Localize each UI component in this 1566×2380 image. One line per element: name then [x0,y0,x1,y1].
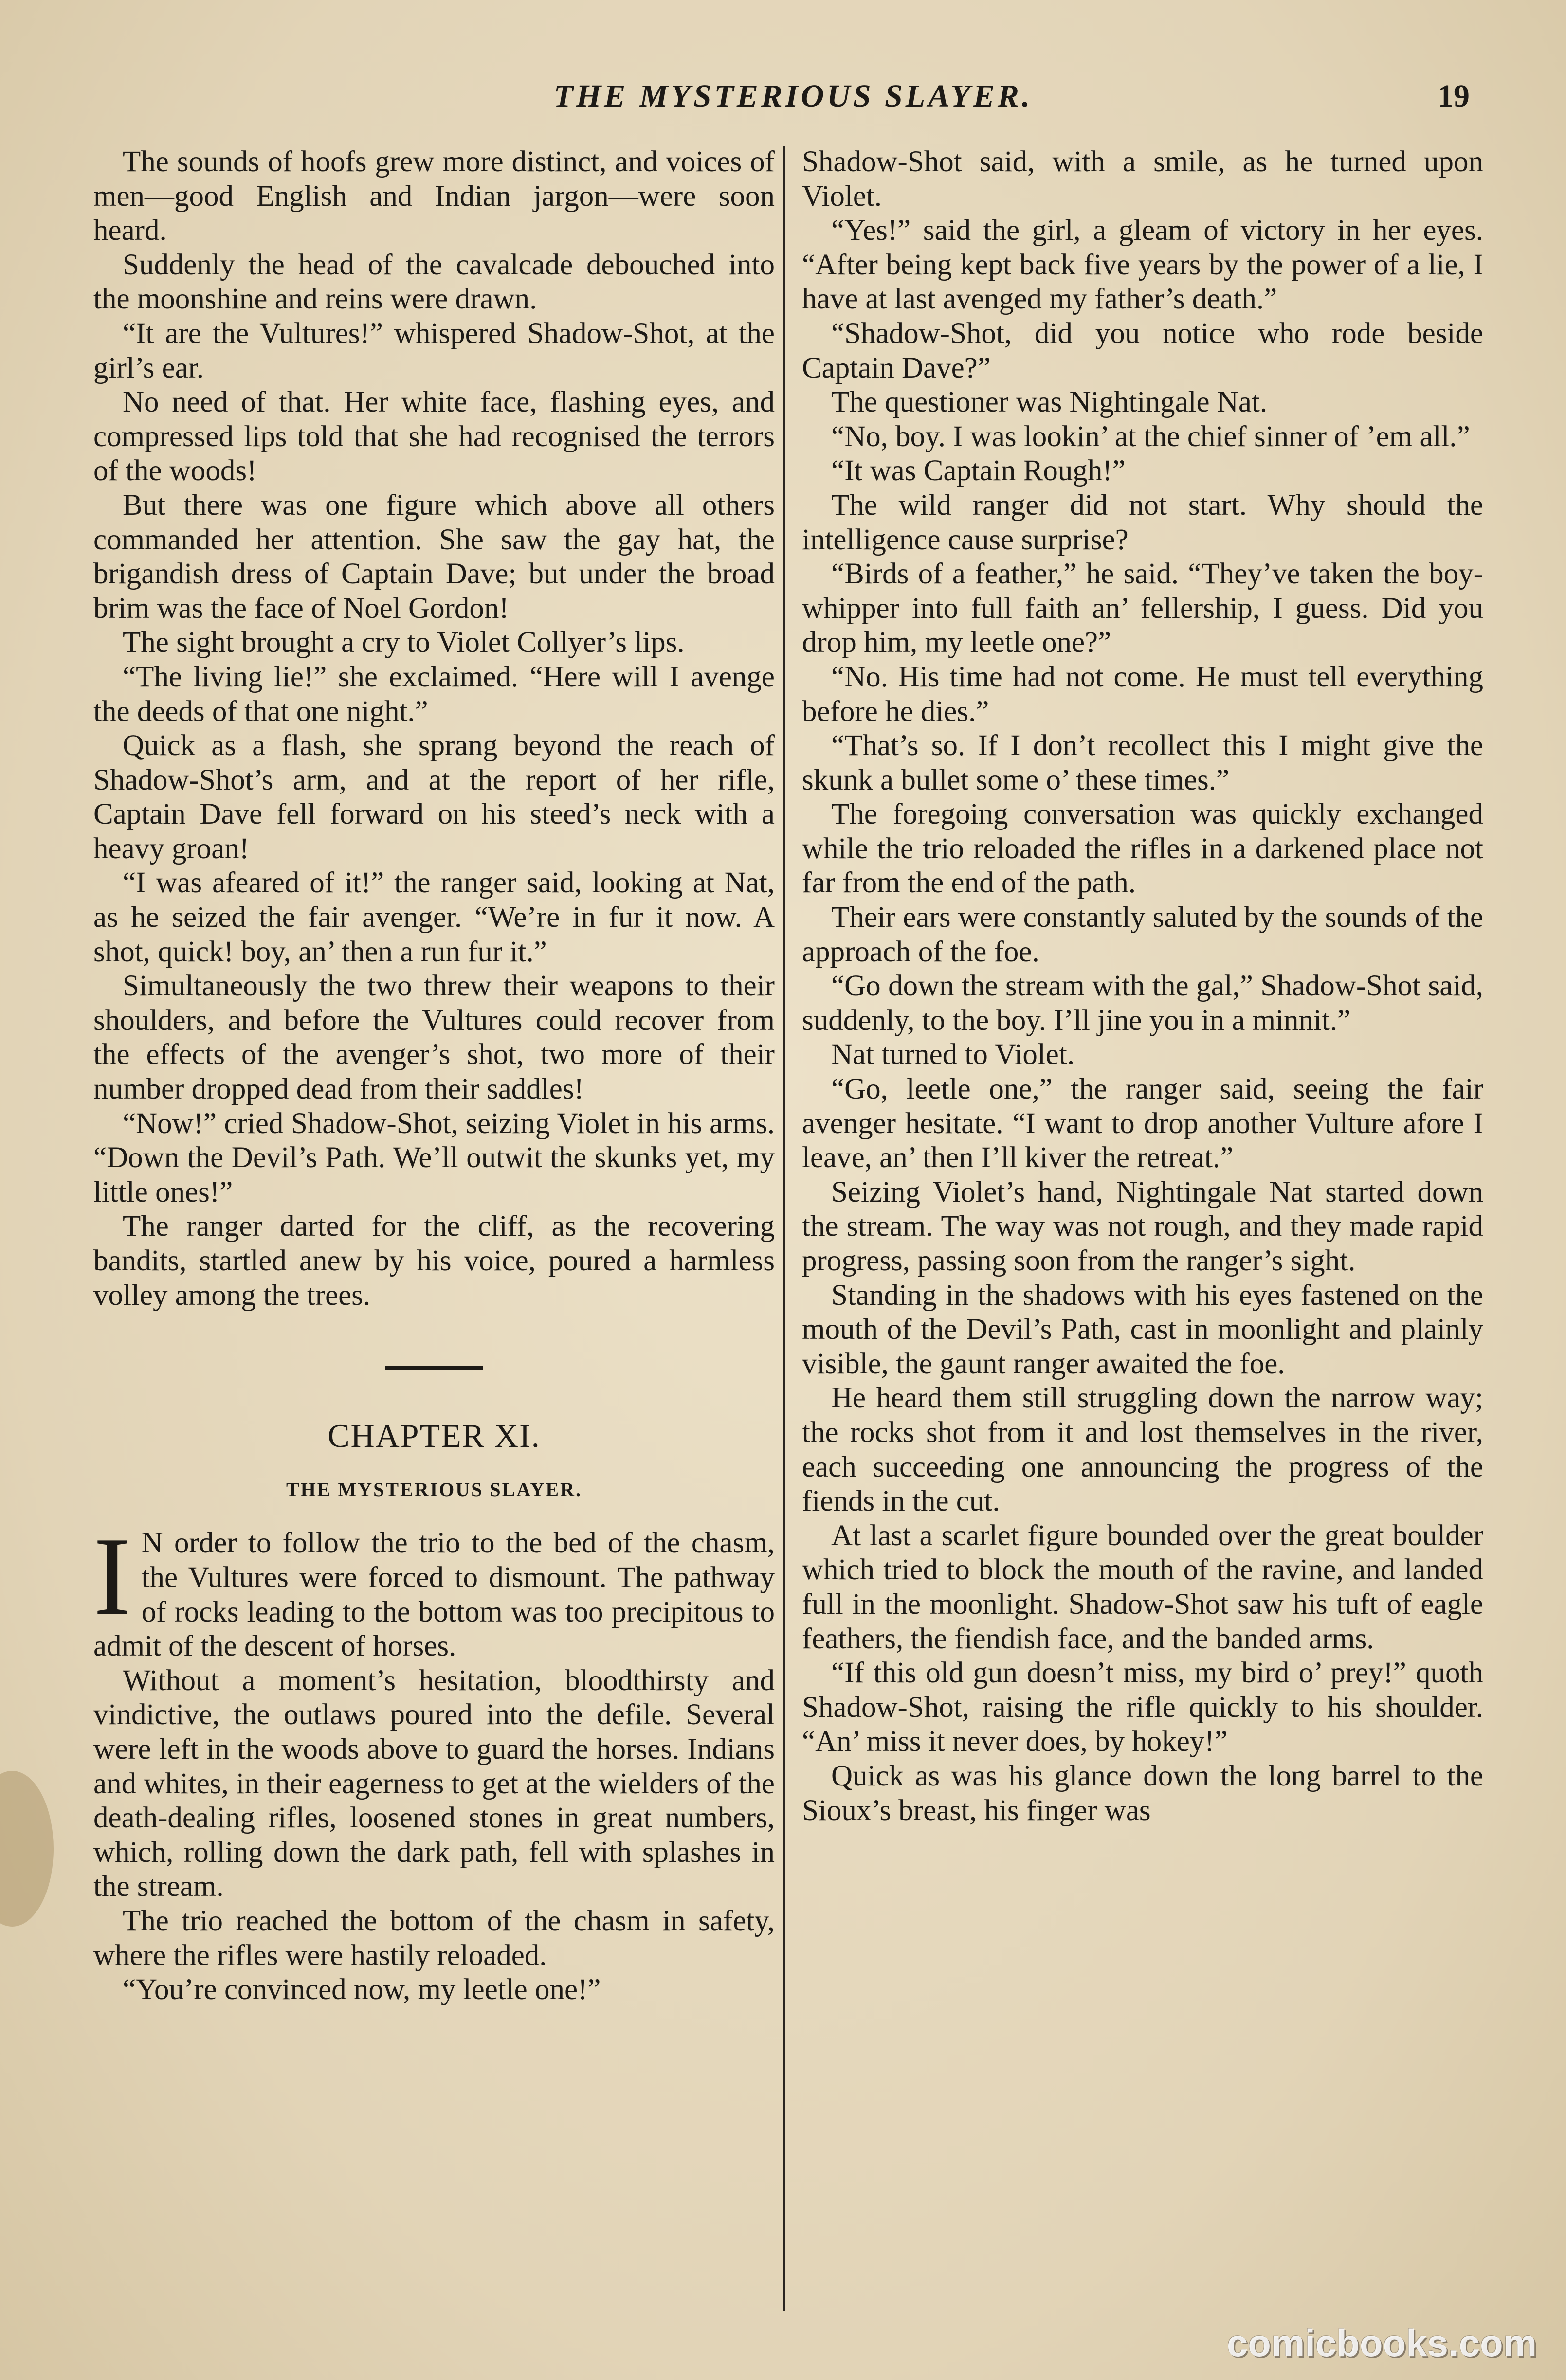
paragraph: No need of that. Her white face, flashing eyes, and compressed lips told that she had recognised the terrors of the woods! [93,386,775,487]
paragraph: “If this old gun doesn’t miss, my bird o’ prey!” quoth Shadow-Shot, raising the rifle quickly to his shoulder. “An’ miss it never does, by hokey!” [802,1657,1483,1758]
paragraph: “Shadow-Shot, did you notice who rode beside Captain Dave?” [802,317,1483,384]
paragraph: “You’re convinced now, my leetle one!” [123,1973,601,2006]
running-title: THE MYSTERIOUS SLAYER. [553,78,1033,114]
paragraph: “Birds of a feather,” he said. “They’ve taken the boy-whipper into full faith an’ fellership, I guess. Did you drop him, my leetle one?” [802,558,1483,659]
paragraph: The ranger darted for the cliff, as the recovering bandits, startled anew by his voice, poured a harmless volley among the trees. [93,1210,775,1312]
site-watermark: comicbooks.com [1226,2322,1537,2364]
paragraph: “I was afeared of it!” the ranger said, looking at Nat, as he seized the fair avenger. “We’re in fur it now. A shot, quick! boy, an’ then a run fur it.” [93,866,775,968]
section-separator [385,1366,483,1370]
paragraph: “Go down the stream with the gal,” Shadow-Shot said, suddenly, to the boy. I’ll jine you in a minnit.” [802,970,1483,1037]
paragraph: “That’s so. If I don’t recollect this I might give the skunk a bullet some o’ these times.” [802,729,1483,796]
left-paragraphs-after [93,1664,775,2007]
opening-text: N order to follow the trio to the bed of the chasm, the Vultures were forced to dismount. The pathway of rocks leading to the bottom was too precipitous to admit of the descent of horses. [93,1527,775,1663]
left-column [93,145,775,2007]
paragraph: “Go, leetle one,” the ranger said, seeing the fair avenger hesitate. “I want to drop another Vulture afore I leave, an’ then I’ll kiver the retreat.” [802,1073,1483,1174]
paragraph: Quick as a flash, she sprang beyond the reach of Shadow-Shot’s arm, and at the report of her rifle, Captain Dave fell forward on his steed’s neck with a heavy groan! [93,729,775,865]
page-number: 19 [1438,78,1470,114]
paragraph: Nat turned to Violet. [831,1038,1075,1071]
paragraph: “Yes!” said the girl, a gleam of victory in her eyes. “After being kept back five years by the power of a lie, I have at last avenged my father’s death.” [802,214,1483,316]
paragraph: The questioner was Nightingale Nat. [831,386,1268,419]
paragraph: The wild ranger did not start. Why should the intelligence cause surprise? [802,488,1483,556]
left-paragraphs-before [93,145,775,1313]
paragraph: “It was Captain Rough!” [831,454,1126,487]
paragraph: Quick as was his glance down the long barrel to the Sioux’s breast, his finger was [802,1759,1483,1827]
paragraph: The sounds of hoofs grew more distinct, and voices of men—good English and Indian jargon—were soon heard. [93,145,775,247]
paragraph: Seizing Violet’s hand, Nightingale Nat started down the stream. The way was not rough, and they made rapid progress, passing soon from the ranger’s sight. [802,1175,1483,1277]
paragraph: “The living lie!” she exclaimed. “Here will I avenge the deeds of that one night.” [93,660,775,728]
column-rule [783,146,785,2311]
paragraph: “No. His time had not come. He must tell everything before he dies.” [802,660,1483,728]
paragraph: Without a moment’s hesitation, bloodthirsty and vindictive, the outlaws poured into the defile. Several were left in the woods above to guard the horses. Indians and whites, in their eagerness to get at the wielders of the death-dealing rifles, loosened stones in great numbers, which, rolling down the dark path, fell with splashes in the stream. [93,1664,775,1903]
paragraph: At last a scarlet figure bounded over the great boulder which tried to block the mouth of the ravine, and landed full in the moonlight. Shadow-Shot saw his tuft of eagle feathers, the fiendish face, and the banded arms. [802,1519,1483,1655]
paragraph: But there was one figure which above all others commanded her attention. She saw the gay hat, the brigandish dress of Captain Dave; but under the broad brim was the face of Noel Gordon! [93,488,775,625]
paragraph: “It are the Vultures!” whispered Shadow-Shot, at the girl’s ear. [93,317,775,384]
paragraph: “No, boy. I was lookin’ at the chief sinner of ’em all.” [831,420,1470,453]
drop-cap: I [93,1514,131,1639]
chapter-subtitle: THE MYSTERIOUS SLAYER. [286,1478,582,1500]
paragraph: The sight brought a cry to Violet Collyer’s lips. [123,626,685,659]
paragraph: He heard them still struggling down the narrow way; the rocks shot from it and lost themselves in the river, each succeeding one announcing the progress of the fiends in the cut. [802,1382,1483,1518]
paragraph: “Now!” cried Shadow-Shot, seizing Violet in his arms. “Down the Devil’s Path. We’ll outwit the skunks yet, my little ones!” [93,1107,775,1208]
paragraph: The foregoing conversation was quickly exchanged while the trio reloaded the rifles in a darkened place not far from the end of the path. [802,798,1483,900]
page-header [92,73,1494,126]
paragraph: Simultaneously the two threw their weapons to their shoulders, and before the Vultures could recover from the effects of the avenger’s shot, two more of their number dropped dead from their saddles! [93,970,775,1106]
paragraph: Standing in the shadows with his eyes fastened on the mouth of the Devil’s Path, cast in moonlight and plainly visible, the gaunt ranger awaited the foe. [802,1279,1483,1380]
right-column [802,145,1483,1828]
chapter-opening-paragraph [93,1514,775,1663]
paragraph: The trio reached the bottom of the chasm in safety, where the rifles were hastily reloaded. [93,1904,775,1972]
paper-stain [0,1771,54,1927]
chapter-title: CHAPTER XI. [328,1417,541,1455]
continued-paragraph: Shadow-Shot said, with a smile, as he turned upon Violet. [802,145,1483,213]
paragraph: Suddenly the head of the cavalcade debouched into the moonshine and reins were drawn. [93,248,775,316]
paragraph: Their ears were constantly saluted by the sounds of the approach of the foe. [802,901,1483,968]
